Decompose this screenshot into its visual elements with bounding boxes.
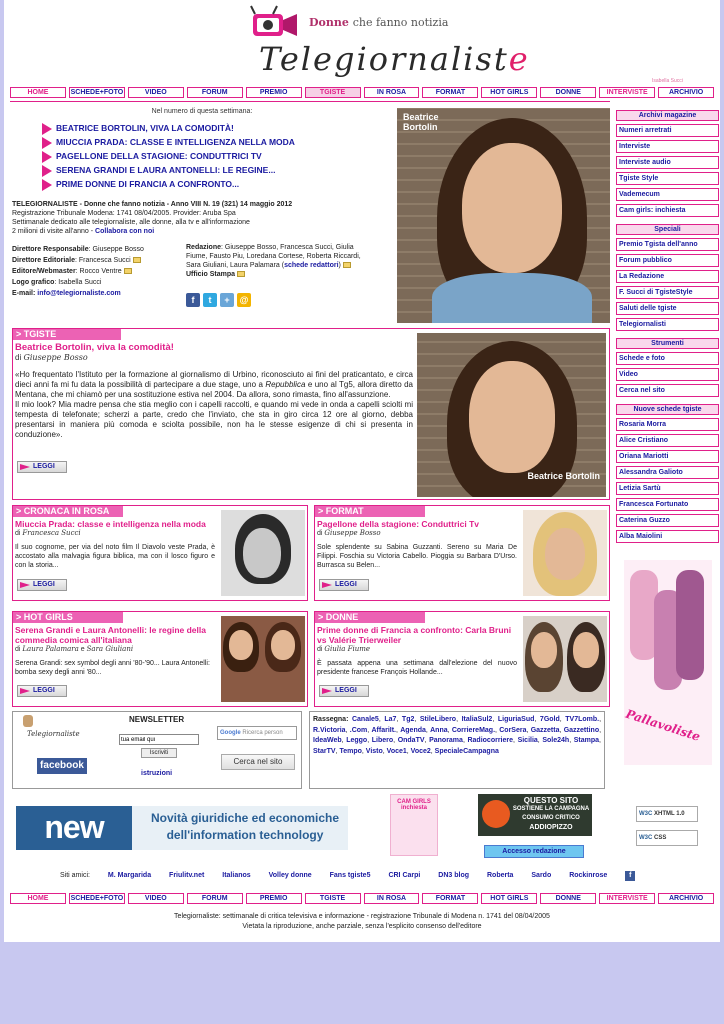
collabora-link[interactable]: Collabora con noi	[95, 228, 155, 235]
twitter-icon[interactable]: t	[203, 293, 217, 307]
rassegna-link[interactable]: AffariIt.	[371, 726, 396, 734]
nav-format[interactable]: FORMAT	[422, 87, 478, 98]
card-body: Sole splendente su Sabina Guzzanti. Sereno su Maria De Filippi. Foschia su Victoria Cabello. Pioggia su Barbara D'Urso. Burrasca su Belen...	[317, 544, 517, 569]
staff-label: Logo grafico	[12, 279, 55, 286]
bottom-nav	[10, 893, 714, 904]
nav-premio[interactable]: PREMIO	[246, 87, 302, 98]
author: Francesca Succi	[22, 529, 81, 537]
site-logo[interactable]	[239, 0, 530, 84]
nav-in-rosa[interactable]: IN ROSA	[364, 893, 420, 904]
byline-prefix: di	[15, 530, 21, 537]
accesso-redazione-button[interactable]: Accesso redazione	[484, 845, 584, 858]
byline	[317, 645, 517, 653]
rassegna-link[interactable]: Radiocorriere	[467, 737, 514, 744]
nav-forum[interactable]: FORUM	[187, 893, 243, 904]
rassegna-link[interactable]: Leggo	[346, 737, 368, 744]
sidebar-item-numeri-arretrati[interactable]: Numeri arretrati	[616, 124, 719, 137]
amici-link[interactable]: Italianos	[222, 872, 251, 879]
badge-label: XHTML 1.0	[654, 811, 685, 817]
sidebar-item-tgista[interactable]: Alessandra Galioto	[616, 466, 719, 479]
nav-premio[interactable]: PREMIO	[246, 893, 302, 904]
nav-schede-foto[interactable]: SCHEDE+FOTO	[70, 895, 124, 902]
card-body: Il suo cognome, per via del noto film Il Diavolo veste Prada, è accostato alla malvagia figura biblica, ma con il losco figuro e con la storia...	[15, 544, 215, 569]
addiopizzo-line: ADDIOPIZZO	[529, 824, 573, 831]
byline-prefix: di	[15, 353, 22, 362]
rassegna-link[interactable]: Agenda	[400, 726, 426, 734]
sidebar-heading-speciali: Speciali	[616, 224, 719, 235]
byline-prefix: di	[317, 646, 323, 653]
nav-tgiste[interactable]: TGISTE	[305, 87, 361, 98]
body-text: e uno al Tg5, allora diretto da Mentana, che mi chiamò per una sostituzione estiva nel 2004. Da allora, sono rimasta, fino all'assunzione.	[15, 380, 413, 399]
facebook-icon[interactable]: f	[625, 871, 635, 881]
masthead	[12, 200, 362, 236]
rassegna-link[interactable]: StileLibero	[419, 716, 457, 723]
amici-label: Siti amici:	[60, 872, 90, 879]
rassegna-link[interactable]: LiguriaSud	[497, 716, 535, 723]
cerca-nel-sito-button[interactable]: Cerca nel sito	[221, 754, 295, 770]
iscriviti-button[interactable]: Iscriviti	[141, 748, 177, 758]
amici-link[interactable]: Roberta	[486, 872, 514, 879]
nav-archivio[interactable]: ARCHIVIO	[658, 87, 714, 98]
feature-article	[12, 328, 610, 500]
facebook-icon[interactable]: f	[186, 293, 200, 307]
card-photo[interactable]	[221, 510, 305, 596]
istruzioni-link[interactable]: istruzioni	[141, 770, 173, 777]
nav-interviste[interactable]: INTERVISTE	[599, 893, 655, 904]
leggi-button[interactable]: LEGGI	[17, 579, 67, 591]
nav-donne[interactable]: DONNE	[540, 893, 596, 904]
headline-list	[42, 123, 392, 189]
issue-summary	[12, 108, 392, 193]
sidebar-item-interviste-audio[interactable]: Interviste audio	[616, 156, 719, 169]
staff-value: : Rocco Ventre	[75, 268, 122, 275]
section-tab-donne[interactable]: > DONNE	[315, 612, 425, 623]
rassegna-link[interactable]: IdeaWeb	[313, 737, 342, 744]
nav-home[interactable]: HOME	[10, 87, 66, 98]
nav-home[interactable]: HOME	[10, 893, 66, 904]
rassegna-link[interactable]: Canale5	[351, 716, 379, 723]
amici-link[interactable]: M. Margarida	[107, 872, 152, 879]
rassegna-link[interactable]: Sicilia	[517, 737, 538, 744]
staff-list	[12, 244, 177, 299]
rassegna-label: Rassegna:	[313, 716, 349, 723]
w3c-xhtml-badge[interactable]	[636, 806, 698, 822]
share-icon[interactable]: +	[220, 293, 234, 307]
email-share-icon[interactable]: @	[237, 293, 251, 307]
email-icon[interactable]	[237, 271, 245, 277]
staff-label: Editore/Webmaster	[12, 268, 76, 275]
amici-link[interactable]: Fans tgiste5	[329, 872, 371, 879]
sidebar-heading-nuove-schede: Nuove schede tgiste	[616, 404, 719, 415]
rassegna-link[interactable]: 7Gold	[539, 716, 560, 723]
footer-line: Telegiornaliste: settimanale di critica televisiva e informazione - registrazione Tribunale di Modena n. 1741 del 08/04/2005	[174, 913, 550, 920]
rassegna-link[interactable]: Anna	[430, 726, 448, 734]
sidebar-item-tgista[interactable]: Rosaria Morra	[616, 418, 719, 431]
card-cronaca	[12, 505, 308, 601]
rassegna-link[interactable]: ItaliaSul2	[461, 716, 493, 723]
masthead-visits: 2 milioni di visite all'anno -	[12, 228, 96, 235]
staff-value: : Isabella Succi	[54, 279, 102, 286]
leggi-button[interactable]: LEGGI	[319, 579, 369, 591]
amici-link[interactable]: CRI Carpi	[388, 872, 421, 879]
card-body: Serena Grandi: sex symbol degli anni '80-'90... Laura Antonelli: bomba sexy degli anni '80...	[15, 660, 210, 676]
no-pizzo-icon	[482, 800, 510, 828]
rassegna-link[interactable]: StarTV	[313, 747, 336, 755]
card-title[interactable]: Miuccia Prada: classe e intelligenza nella moda	[15, 519, 206, 529]
email-icon[interactable]	[343, 262, 351, 268]
leggi-button[interactable]: LEGGI	[319, 685, 369, 697]
rassegna-link[interactable]: Visto	[365, 747, 383, 755]
badge-label: CSS	[654, 835, 667, 841]
siti-amici	[60, 871, 651, 881]
sidebar-item-forum[interactable]: Forum pubblico	[616, 254, 719, 267]
byline-prefix: di	[317, 530, 323, 537]
amici-link[interactable]: Friulitv.net	[169, 872, 205, 879]
masthead-description: Settimanale dedicato alle telegiornaliste, alle donne, alla tv e all'informazione	[12, 219, 250, 226]
sidebar-item-tgista[interactable]: Alba Maiolini	[616, 530, 719, 543]
hero-photo[interactable]	[397, 108, 610, 323]
newsletter-box	[12, 711, 302, 789]
byline-prefix: di	[15, 646, 21, 653]
ufficio-stampa: Ufficio Stampa	[186, 271, 236, 278]
schede-redattori-link[interactable]: schede redattori	[284, 262, 339, 269]
logo-credit: Isabella Succi	[652, 78, 683, 84]
section-tab-hot-girls[interactable]: > HOT GIRLS	[13, 612, 123, 623]
nav-donne[interactable]: DONNE	[540, 87, 596, 98]
issue-heading: Nel numero di questa settimana:	[151, 108, 253, 115]
feature-title[interactable]: Beatrice Bortolin, viva la comodità!	[15, 342, 174, 353]
author: Giulia Fiume	[324, 645, 371, 653]
mini-logo[interactable]: Telegiornaliste	[27, 730, 80, 738]
body-text: «Ho frequentato l'Istituto per la formazione al giornalismo di Urbino, riconosciuto ai fini del praticantato, e circa dieci anni fa mi fu data la possibilità di partecipare a due stage, uno a	[15, 370, 413, 389]
staff-value: : Francesca Succi	[75, 257, 131, 264]
social-icons	[186, 293, 251, 307]
logo-tagline: Donne che fanno notizia	[309, 16, 449, 29]
sidebar-item-interviste[interactable]: Interviste	[616, 140, 719, 153]
feature-body	[15, 370, 413, 440]
google-logo: Google	[220, 730, 241, 736]
headline-item[interactable]: BEATRICE BORTOLIN, VIVA LA COMODITÀ!	[42, 123, 392, 133]
rassegna-link[interactable]: Panorama	[429, 737, 463, 744]
byline	[15, 529, 215, 537]
rassegna-link[interactable]: Libero	[371, 737, 394, 744]
rassegna-link[interactable]: OndaTV	[397, 737, 425, 744]
email-icon[interactable]	[133, 257, 141, 263]
addiopizzo-line: QUESTO SITO	[523, 796, 579, 805]
rassegna-link[interactable]: Sole24h	[542, 737, 570, 744]
rassegna-link[interactable]: Gazzetta	[530, 726, 560, 734]
card-title[interactable]: Serena Grandi e Laura Antonelli: le regine della commedia comica all'italiana	[15, 625, 206, 645]
card-photo[interactable]	[221, 616, 305, 702]
masthead-registration: Registrazione Tribunale Modena: 1741 08/04/2005. Provider: Aruba Spa	[12, 210, 236, 217]
rassegna-link[interactable]: SpecialeCampagna	[434, 747, 499, 755]
sidebar-item-cerca[interactable]: Cerca nel sito	[616, 384, 719, 397]
sidebar-item-vademecum[interactable]: Vademecum	[616, 188, 719, 201]
sidebar	[616, 110, 719, 546]
feature-caption: Beatrice Bortolin	[527, 471, 600, 481]
author: Giuseppe Bosso	[324, 529, 381, 537]
leggi-button[interactable]: LEGGI	[17, 685, 67, 697]
sidebar-item-tgista[interactable]: Caterina Guzzo	[616, 514, 719, 527]
nav-hot-girls[interactable]: HOT GIRLS	[481, 893, 537, 904]
rassegna-link[interactable]: .Com	[349, 726, 368, 734]
nav-video[interactable]: VIDEO	[128, 87, 184, 98]
headline-item[interactable]: SERENA GRANDI E LAURA ANTONELLI: LE REGINE...	[42, 165, 392, 175]
sidebar-item-video[interactable]: Video	[616, 368, 719, 381]
sidebar-item-tgista[interactable]: Letizia Sartù	[616, 482, 719, 495]
sidebar-item-tgista[interactable]: Alice Cristiano	[616, 434, 719, 447]
rassegna-link[interactable]: CorSera	[499, 726, 527, 734]
author: Laura Palamara	[22, 645, 79, 653]
avatar	[23, 715, 33, 727]
email-icon[interactable]	[124, 268, 132, 274]
amici-link[interactable]: DN3 blog	[438, 872, 470, 879]
rassegna-link[interactable]: CorriereMag.	[451, 726, 496, 734]
rassegna-link[interactable]: R.Victoria	[313, 726, 346, 734]
amici-link[interactable]: Volley donne	[268, 872, 312, 879]
rassegna-link[interactable]: TV7Lomb.	[565, 716, 600, 723]
card-format	[314, 505, 610, 601]
newsletter-title: NEWSLETTER	[129, 715, 185, 724]
sidebar-item-schede-foto[interactable]: Schede e foto	[616, 352, 719, 365]
section-tab-format[interactable]: > FORMAT	[315, 506, 425, 517]
sidebar-item-cam-girls[interactable]: Cam girls: inchiesta	[616, 204, 719, 217]
headline-item[interactable]: PRIME DONNE DI FRANCIA A CONFRONTO...	[42, 179, 392, 189]
hero-caption: Beatrice Bortolin	[403, 112, 439, 132]
google-search-input[interactable]	[217, 726, 297, 740]
staff-value: : Giuseppe Bosso	[88, 246, 144, 253]
rassegna-link[interactable]: Tg2	[401, 716, 415, 723]
sidebar-item-telegiornalisti[interactable]: Telegiornalisti	[616, 318, 719, 331]
pallavoliste-banner[interactable]	[624, 560, 712, 765]
newlaw-logo: new	[16, 806, 132, 850]
nav-format[interactable]: FORMAT	[422, 893, 478, 904]
sidebar-item-tgista[interactable]: Francesca Fortunato	[616, 498, 719, 511]
sidebar-item-redazione[interactable]: La Redazione	[616, 270, 719, 283]
staff-label: Direttore Responsabile	[12, 246, 89, 253]
facebook-button[interactable]: facebook	[37, 758, 87, 774]
nav-archivio[interactable]: ARCHIVIO	[658, 893, 714, 904]
addiopizzo-banner[interactable]	[478, 794, 592, 836]
body-text: Il mio look? Mia madre pensa che stia meglio con i capelli raccolti, e quando mi vede in onda a capelli sciolti mi tempesta di telefonate; scherzi a parte, credo che l'inviato, che sta in giro circa 12 ore al giorno, debba presentarsi in maniera più comoda e sciolta possibile, non ha le stesse esigenze di chi si presenta in conduzione».	[15, 400, 413, 439]
card-photo[interactable]	[523, 510, 607, 596]
rassegna-box: Rassegna: Canale5, La7, Tg2, StileLibero, ItaliaSul2, LiguriaSud, 7Gold, TV7Lomb., R.Victoria, .Com, AffariIt., Agenda, Anna, CorriereMag., CorSera, Gazzetta, Gazzettino, IdeaWeb, Leggo, Libero, OndaTV, Panorama, Radiocorriere, Sicilia, Sole24h, Stampa, StarTV, Tempo, Visto, Voce1, Voce2, SpecialeCampagna	[309, 711, 605, 789]
card-title[interactable]: Prime donne di Francia a confronto: Carla Bruni vs Valérie Trierweiler	[317, 625, 512, 645]
sidebar-heading-archivi: Archivi magazine	[616, 110, 719, 121]
headline-item[interactable]: MIUCCIA PRADA: CLASSE E INTELLIGENZA NELLA MODA	[42, 137, 392, 147]
footer	[4, 912, 720, 932]
section-tab-cronaca[interactable]: > CRONACA IN ROSA	[13, 506, 123, 517]
w3c-css-badge[interactable]	[636, 830, 698, 846]
byline-and: e	[80, 646, 85, 653]
section-tab-tgiste[interactable]: > TGISTE	[13, 329, 121, 340]
headline-item[interactable]: PAGELLONE DELLA STAGIONE: CONDUTTRICI TV	[42, 151, 392, 161]
nav-tgiste[interactable]: TGISTE	[305, 893, 361, 904]
w3c-logo: W3C	[639, 835, 653, 841]
newlaw-text: Novità giuridiche ed economiche dell'information technology	[150, 811, 340, 842]
byline	[15, 645, 219, 653]
card-body: È passata appena una settimana dall'elezione del nuovo presidente francese François Hollande...	[317, 660, 517, 676]
nav-forum[interactable]: FORUM	[187, 87, 243, 98]
card-photo[interactable]	[523, 616, 607, 702]
sidebar-item-tgiste-style[interactable]: Tgiste Style	[616, 172, 719, 185]
addiopizzo-line: CONSUMO CRITICO	[522, 815, 580, 821]
masthead-title: TELEGIORNALISTE - Donne che fanno notizia - Anno VIII N. 19 (321) 14 maggio 2012	[12, 201, 293, 208]
pallavoliste-label: Pallavoliste	[624, 706, 702, 744]
nav-schede-foto[interactable]: SCHEDE+FOTO	[70, 89, 124, 96]
rassegna-link[interactable]: La7	[384, 716, 397, 723]
author: Giuseppe Bosso	[23, 353, 88, 362]
rassegna-link[interactable]: Gazzettino	[563, 726, 600, 734]
nav-interviste[interactable]: INTERVISTE	[599, 87, 655, 98]
w3c-logo: W3C	[639, 811, 653, 817]
rassegna-link[interactable]: Voce1	[386, 747, 407, 755]
newsletter-email-input[interactable]	[119, 734, 199, 745]
page	[4, 0, 720, 942]
redazione: Redazione: Giuseppe Bosso, Francesca Succi, Giulia Fiume, Fausto Piu, Loredana Cortese, Roberta Riccardi, Sara Giuliani, Laura Palamara (schede redattori) Ufficio Stampa	[186, 244, 361, 278]
author: Sara Giuliani	[86, 645, 134, 653]
leggi-button[interactable]: LEGGI	[17, 461, 67, 473]
card-donne	[314, 611, 610, 707]
amici-link[interactable]: Sardo	[531, 872, 552, 879]
sidebar-item-saluti[interactable]: Saluti delle tgiste	[616, 302, 719, 315]
newlaw-banner[interactable]	[16, 806, 348, 850]
card-title[interactable]: Pagellone della stagione: Conduttrici Tv	[317, 519, 479, 529]
card-hot-girls	[12, 611, 308, 707]
sidebar-heading-strumenti: Strumenti	[616, 338, 719, 349]
sidebar-item-tgista[interactable]: Oriana Mariotti	[616, 450, 719, 463]
rassegna-link[interactable]: Stampa	[573, 737, 600, 744]
addiopizzo-line: SOSTIENE LA CAMPAGNA	[512, 806, 590, 812]
staff-value: : Giuseppe Bosso, Francesca Succi, Giulia Fiume, Fausto Piu, Loredana Cortese, Roberta Riccardi, Sara Giuliani, Laura Palamara (	[186, 244, 361, 269]
nav-in-rosa[interactable]: IN ROSA	[364, 87, 420, 98]
feature-photo[interactable]	[417, 333, 606, 497]
logo-wordmark: Telegiornaliste	[259, 40, 530, 78]
sidebar-item-premio[interactable]: Premio Tgista dell'anno	[616, 238, 719, 251]
body-italic: Repubblica	[265, 380, 306, 389]
rassegna-link[interactable]: Tempo	[339, 747, 362, 755]
staff-label: Redazione	[186, 244, 222, 251]
search-placeholder: Ricerca person	[242, 730, 283, 736]
byline	[317, 529, 517, 537]
rassegna-link[interactable]: Voce2	[410, 747, 431, 755]
cam-girls-banner[interactable]: CAM GIRLS inchiesta	[390, 794, 438, 856]
nav-hot-girls[interactable]: HOT GIRLS	[481, 87, 537, 98]
staff-label: Direttore Editoriale	[12, 257, 76, 264]
divider	[10, 101, 610, 102]
nav-video[interactable]: VIDEO	[128, 893, 184, 904]
top-nav	[10, 87, 714, 98]
email-link[interactable]: info@telegiornaliste.com	[37, 290, 121, 297]
amici-link[interactable]: Rockinrose	[569, 872, 608, 879]
footer-line: Vietata la riproduzione, anche parziale, senza l'esplicito consenso dell'editore	[242, 923, 482, 930]
staff-label: E-mail:	[12, 290, 36, 297]
sidebar-item-succi[interactable]: F. Succi di TgisteStyle	[616, 286, 719, 299]
byline	[15, 353, 413, 362]
